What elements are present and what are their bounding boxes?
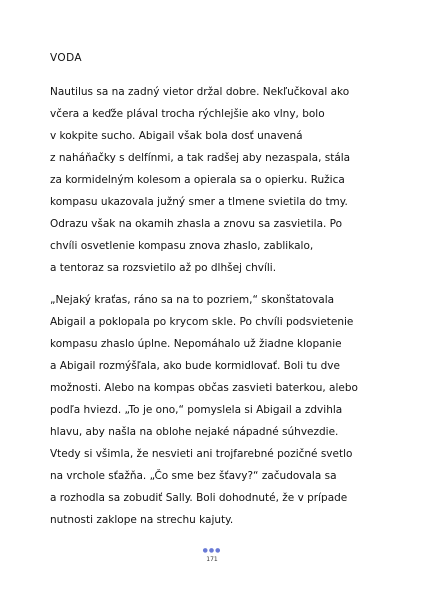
- text-line: podľa hviezd. „To je ono,“ pomyslela si Abigail a zdvihla: [50, 404, 343, 416]
- text-line: za kormidelným kolesom a opierala sa o opierku. Ružica: [50, 174, 345, 186]
- text-line: Vtedy si všimla, že nesvieti ani trojfarebné pozičné svetlo: [50, 448, 353, 460]
- text-line: a rozhodla sa zobudiť Sally. Boli dohodnuté, že v prípade: [50, 492, 348, 504]
- text-line: v kokpite sucho. Abigail však bola dosť unavená: [50, 130, 303, 142]
- chapter-title: VODA: [50, 52, 82, 64]
- text-line: z naháňačky s delfínmi, a tak radšej aby nezaspala, stála: [50, 152, 351, 164]
- paragraph-1: [50, 81, 380, 279]
- page-number: 171: [206, 556, 218, 563]
- text-line: včera a keďže plával trocha rýchlejšie ako vlny, bolo: [50, 108, 325, 120]
- text-line: chvíli osvetlenie kompasu znova zhaslo, zablikalo,: [50, 240, 314, 252]
- page-footer: [0, 548, 424, 563]
- text-line: Nautilus sa na zadný vietor držal dobre. Nekľučkoval ako: [50, 86, 350, 98]
- text-line: a Abigail rozmýšľala, ako bude kormidlovať. Boli tu dve: [50, 360, 340, 372]
- text-line: a tentoraz sa rozsvietilo až po dlhšej chvíli.: [50, 262, 277, 274]
- text-line: kompasu ukazovala južný smer a tlmene svietila do tmy.: [50, 196, 348, 208]
- text-line: hlavu, aby našla na oblohe nejaké nápadné súhvezdie.: [50, 426, 339, 438]
- text-line: „Nejaký kraťas, ráno sa na to pozriem,“ skonštatovala: [50, 294, 335, 306]
- text-line: Abigail a poklopala po krycom skle. Po chvíli podsvietenie: [50, 316, 354, 328]
- ornament-dots-icon: ●●●: [202, 547, 222, 554]
- text-line: možnosti. Alebo na kompas občas zasvieti baterkou, alebo: [50, 382, 358, 394]
- text-line: nutnosti zaklope na strechu kajuty.: [50, 514, 234, 526]
- paragraph-2: [50, 289, 380, 531]
- text-line: kompasu zhaslo úplne. Nepomáhalo už žiadne klopanie: [50, 338, 342, 350]
- text-line: Odrazu však na okamih zhasla a znovu sa zasvietila. Po: [50, 218, 343, 230]
- text-line: na vrchole sťažňa. „Čo sme bez šťavy?“ začudovala sa: [50, 470, 337, 482]
